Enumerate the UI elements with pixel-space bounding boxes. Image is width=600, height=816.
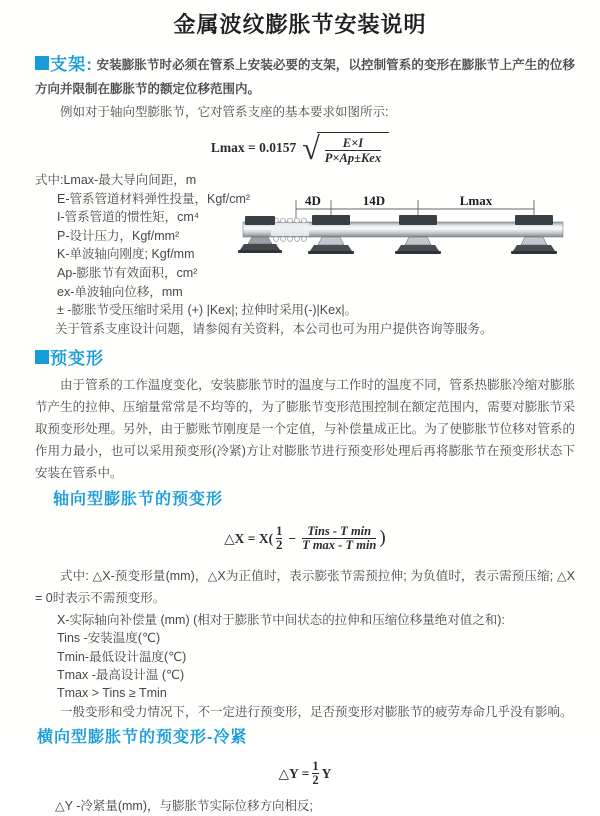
axial-heading: 轴向型膨胀节的预变形 [53,490,224,508]
definition-item: 式中:Lmax-最大导向间距，m [35,173,197,187]
definition-item: K-单波轴向刚度; Kgf/mm [57,247,195,262]
definition-item: Ap-膨胀节有效面积，cm² [57,265,198,280]
list-item: Tmax -最高设计温 (℃) [57,667,185,682]
formula-dx-half-num: 1 [276,524,283,539]
formula-dx-denominator: T max - T min [302,538,377,553]
section-marker-icon [35,56,49,70]
support-intro-text: 安装膨胀节时必须在管系上安装必要的支架，以控制管系的变形在膨胀节上产生的位移方向并限制在膨胀节的额定位移范围内。 [35,58,575,96]
definition-item: P-设计压力，Kgf/mm² [57,228,180,243]
support-example-line: 例如对于轴向型膨胀节，它对管系支座的基本要求如图所示: [60,105,389,119]
dim-label-14d: 14D [362,193,386,208]
definition-item: ex-单波轴向位移，mm [57,284,183,299]
definition-item: ± -膨胀节受压缩时采用 (+) |Kex|; 拉伸时采用(-)|Kex|。 [57,303,358,318]
preform-paragraph: 由于管系的工作温度变化，安装膨胀节时的温度与工作时的温度不同，管系热膨胀冷缩对膨胀节产生的拉伸、压缩量常常是不均等的，为了膨胀节变形范围控制在额定范围内，需要对膨胀节采取预变形处理。另外，由于膨账节刚度是一个定值，与补偿量成正比。为了使膨胀节位移对管系的作用力最小，也可以采用预变形(冷紧)方让对膨胀节进行预变形处理后再将膨胀节在预变形状态下安装在管系中。 [35,377,575,480]
formula-lmax [25,129,575,167]
expansion-joint-bellows [271,218,309,241]
formula-delta-y [35,757,575,791]
axial-note: 一般变形和受力情况下，不一定进行预变形，足否预变形对膨胀节的疲劳寿命几乎没有影响。 [60,704,573,719]
section-preform-heading: 预变形 [50,348,104,368]
minus-operator: − [288,530,297,546]
section-support [35,53,575,101]
formula-lmax-numerator: E×I [342,135,364,150]
lateral-heading: 横向型膨胀节的预变形-冷紧 [37,728,248,746]
formula-lmax-denominator: P×Ap±Kex [324,150,382,165]
sqrt-radical [302,129,389,166]
formula-delta-x [35,519,575,559]
axial-items-list [35,611,575,703]
formula-dx-half-den: 2 [276,538,283,553]
formula-dx-numerator: Tins - T min [307,524,372,539]
pipe-support-diagram [243,192,600,268]
close-paren: ) [379,526,386,548]
section-marker-icon [35,350,49,364]
radical-sign: √ [302,129,320,166]
formula-lmax-lhs: Lmax = 0.0157 [210,140,297,155]
formula-dy-rhs: Y [321,765,332,781]
page-title: 金属波纹膨胀节安装说明 [173,12,427,37]
dim-label-lmax: Lmax [459,193,493,208]
list-item: Tmax > Tins ≥ Tmin [57,686,167,701]
lateral-note: △Y -冷紧量(mm)，与膨胀节实际位移方向相反; [55,798,313,813]
support-note: 关于管系支座设计问题，请参阅有关资料，本公司也可为用户提供咨询等服务。 [55,321,493,336]
list-item: X-实际轴向补偿量 (mm) (相对于膨胀节中间状态的拉伸和压缩位移量绝对值之和): [57,612,505,627]
formula-dx-lhs: △X = X( [224,530,274,546]
list-item: Tins -安装温度(℃) [57,631,161,646]
definition-item: I-管系管道的惯性矩，cm⁴ [57,210,200,225]
axial-explanation: 式中: △X-预变形量(mm)，△X为正值时，表示膨张节需预拉伸; 为负值时，表示需预压缩; △X = 0时表示不需预变形。 [35,568,575,605]
section-support-heading: 支架: [50,55,93,74]
formula-dy-half-num: 1 [312,759,319,774]
dim-label-4d: 4D [305,193,321,208]
definition-item: E-管系管道材料弹性投量，Kgf/cm² [57,191,251,206]
list-item: Tmin-最低设计温度(℃) [57,649,187,664]
formula-dy-half-den: 2 [312,773,319,788]
section-preform [35,347,575,371]
formula-dy-lhs: △Y = [278,765,310,781]
